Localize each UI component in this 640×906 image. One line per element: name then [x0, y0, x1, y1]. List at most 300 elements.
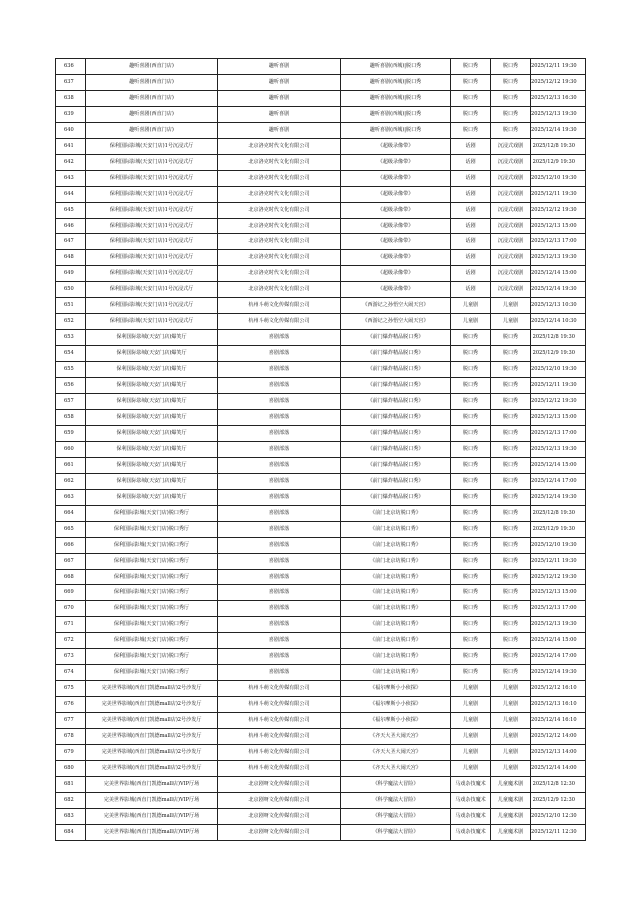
table-row [56, 234, 586, 250]
organizer-cell: 北京洛克时代文化有限公司 [218, 282, 341, 298]
organizer-cell: 喜剧部落 [218, 346, 341, 362]
showtime-cell: 2025/12/14 15:00 [531, 266, 586, 282]
row-number: 682 [56, 792, 86, 808]
row-number: 659 [56, 425, 86, 441]
table-row [56, 824, 586, 840]
row-number: 638 [56, 90, 86, 106]
program-cell: 《西游记之孙悟空大闹天宫》 [341, 298, 451, 314]
program-cell: 趣听喜剧(西城)|脱口秀 [341, 106, 451, 122]
showtime-cell: 2025/12/12 19:30 [531, 74, 586, 90]
organizer-cell: 喜剧部落 [218, 617, 341, 633]
venue-cell: 保利国际影城(天安门店)脱口秀厅 [86, 521, 218, 537]
program-cell: 《前门爆炸精品脱口秀》 [341, 441, 451, 457]
table-row [56, 744, 586, 760]
showtime-cell: 2025/12/10 19:30 [531, 362, 586, 378]
row-number: 653 [56, 330, 86, 346]
venue-cell: 保利国际影城(天安门店)脱口秀厅 [86, 569, 218, 585]
venue-cell: 保利国际影城(天安门店)脱口秀厅 [86, 505, 218, 521]
organizer-cell: 喜剧部落 [218, 537, 341, 553]
venue-cell: 保利国际影城(天安门店)脱口秀厅 [86, 537, 218, 553]
program-cell: 《超级录像带》 [341, 170, 451, 186]
organizer-cell: 北京剧呀文化传媒有限公司 [218, 824, 341, 840]
genre-cell: 脱口秀 [491, 394, 531, 410]
table-row [56, 138, 586, 154]
organizer-cell: 杭州斗萌文化传媒有限公司 [218, 729, 341, 745]
row-number: 683 [56, 808, 86, 824]
genre-cell: 脱口秀 [491, 505, 531, 521]
program-cell: 《科学魔法大冒险》 [341, 792, 451, 808]
program-cell: 《前门爆炸精品脱口秀》 [341, 394, 451, 410]
venue-cell: 保利国际影城(天安门店)1号沉浸式厅 [86, 186, 218, 202]
genre-cell: 脱口秀 [491, 425, 531, 441]
venue-cell: 保利国际影城(天安门店)爆笑厅 [86, 441, 218, 457]
table-row [56, 760, 586, 776]
showtime-cell: 2025/12/14 14:00 [531, 760, 586, 776]
table-row [56, 266, 586, 282]
showtime-cell: 2025/12/8 19:30 [531, 330, 586, 346]
program-cell: 《超级录像带》 [341, 282, 451, 298]
category-cell: 脱口秀 [451, 346, 491, 362]
category-cell: 儿童剧 [451, 681, 491, 697]
genre-cell: 脱口秀 [491, 649, 531, 665]
category-cell: 脱口秀 [451, 378, 491, 394]
showtime-cell: 2025/12/10 19:30 [531, 170, 586, 186]
category-cell: 脱口秀 [451, 457, 491, 473]
showtime-cell: 2025/12/11 19:30 [531, 553, 586, 569]
venue-cell: 保利国际影城(天安门店)爆笑厅 [86, 330, 218, 346]
genre-cell: 脱口秀 [491, 585, 531, 601]
program-cell: 《齐天大圣大闹天宫》 [341, 729, 451, 745]
genre-cell: 儿童剧 [491, 697, 531, 713]
organizer-cell: 北京剧呀文化传媒有限公司 [218, 776, 341, 792]
showtime-cell: 2025/12/13 19:30 [531, 617, 586, 633]
genre-cell: 儿童魔术剧 [491, 792, 531, 808]
organizer-cell: 北京洛克时代文化有限公司 [218, 218, 341, 234]
showtime-cell: 2025/12/12 14:00 [531, 729, 586, 745]
table-row [56, 362, 586, 378]
program-cell: 《前门北京坊脱口秀》 [341, 649, 451, 665]
category-cell: 脱口秀 [451, 122, 491, 138]
row-number: 641 [56, 138, 86, 154]
program-cell: 《前门北京坊脱口秀》 [341, 601, 451, 617]
program-cell: 《福尔摩斯小小侦探》 [341, 681, 451, 697]
row-number: 680 [56, 760, 86, 776]
showtime-cell: 2025/12/8 19:30 [531, 505, 586, 521]
category-cell: 脱口秀 [451, 74, 491, 90]
program-cell: 《超级录像带》 [341, 186, 451, 202]
table-row [56, 505, 586, 521]
genre-cell: 脱口秀 [491, 90, 531, 106]
row-number: 655 [56, 362, 86, 378]
category-cell: 马戏杂技魔术 [451, 824, 491, 840]
venue-cell: 趣听喜剧(西直门店) [86, 122, 218, 138]
genre-cell: 儿童剧 [491, 760, 531, 776]
venue-cell: 完美世界影城(西直门凯德mall店)2号沙发厅 [86, 697, 218, 713]
row-number: 671 [56, 617, 86, 633]
organizer-cell: 喜剧部落 [218, 601, 341, 617]
row-number: 654 [56, 346, 86, 362]
program-cell: 《超级录像带》 [341, 202, 451, 218]
showtime-cell: 2025/12/14 17:00 [531, 473, 586, 489]
category-cell: 脱口秀 [451, 521, 491, 537]
row-number: 643 [56, 170, 86, 186]
category-cell: 脱口秀 [451, 362, 491, 378]
organizer-cell: 北京洛克时代文化有限公司 [218, 250, 341, 266]
venue-cell: 保利国际影城(天安门店)爆笑厅 [86, 409, 218, 425]
table-row [56, 601, 586, 617]
table-row [56, 59, 586, 75]
showtime-cell: 2025/12/13 19:30 [531, 441, 586, 457]
category-cell: 马戏杂技魔术 [451, 792, 491, 808]
program-cell: 趣听喜剧(西城)|脱口秀 [341, 122, 451, 138]
category-cell: 儿童剧 [451, 760, 491, 776]
genre-cell: 儿童魔术剧 [491, 808, 531, 824]
category-cell: 话剧 [451, 282, 491, 298]
row-number: 656 [56, 378, 86, 394]
program-cell: 《前门爆炸精品脱口秀》 [341, 330, 451, 346]
table-row [56, 330, 586, 346]
showtime-cell: 2025/12/10 12:30 [531, 808, 586, 824]
venue-cell: 保利国际影城(天安门店)脱口秀厅 [86, 617, 218, 633]
venue-cell: 保利国际影城(天安门店)爆笑厅 [86, 362, 218, 378]
table-row [56, 697, 586, 713]
category-cell: 儿童剧 [451, 697, 491, 713]
genre-cell: 脱口秀 [491, 378, 531, 394]
program-cell: 《前门北京坊脱口秀》 [341, 633, 451, 649]
category-cell: 脱口秀 [451, 59, 491, 75]
venue-cell: 完美世界影城(西直门凯德mall店)VIP厅场 [86, 808, 218, 824]
table-row [56, 617, 586, 633]
table-row [56, 122, 586, 138]
category-cell: 马戏杂技魔术 [451, 776, 491, 792]
category-cell: 儿童剧 [451, 713, 491, 729]
venue-cell: 保利国际影城(天安门店)爆笑厅 [86, 489, 218, 505]
genre-cell: 脱口秀 [491, 617, 531, 633]
venue-cell: 保利国际影城(天安门店)1号沉浸式厅 [86, 170, 218, 186]
table-row [56, 441, 586, 457]
program-cell: 《科学魔法大冒险》 [341, 776, 451, 792]
venue-cell: 保利国际影城(天安门店)脱口秀厅 [86, 649, 218, 665]
venue-cell: 保利国际影城(天安门店)爆笑厅 [86, 378, 218, 394]
genre-cell: 脱口秀 [491, 106, 531, 122]
showtime-cell: 2025/12/13 16:30 [531, 90, 586, 106]
category-cell: 脱口秀 [451, 473, 491, 489]
category-cell: 脱口秀 [451, 330, 491, 346]
organizer-cell: 趣听喜剧 [218, 59, 341, 75]
program-cell: 《超级录像带》 [341, 250, 451, 266]
genre-cell: 脱口秀 [491, 59, 531, 75]
category-cell: 脱口秀 [451, 537, 491, 553]
genre-cell: 脱口秀 [491, 569, 531, 585]
venue-cell: 保利国际影城(天安门店)爆笑厅 [86, 394, 218, 410]
category-cell: 马戏杂技魔术 [451, 808, 491, 824]
program-cell: 《超级录像带》 [341, 138, 451, 154]
table-row [56, 394, 586, 410]
category-cell: 儿童剧 [451, 729, 491, 745]
row-number: 670 [56, 601, 86, 617]
showtime-cell: 2025/12/13 10:30 [531, 298, 586, 314]
showtime-cell: 2025/12/11 19:30 [531, 378, 586, 394]
table-row [56, 537, 586, 553]
row-number: 651 [56, 298, 86, 314]
category-cell: 脱口秀 [451, 569, 491, 585]
venue-cell: 保利国际影城(天安门店)脱口秀厅 [86, 553, 218, 569]
showtime-cell: 2025/12/14 19:30 [531, 282, 586, 298]
row-number: 665 [56, 521, 86, 537]
genre-cell: 脱口秀 [491, 665, 531, 681]
organizer-cell: 喜剧部落 [218, 585, 341, 601]
row-number: 647 [56, 234, 86, 250]
row-number: 650 [56, 282, 86, 298]
row-number: 676 [56, 697, 86, 713]
venue-cell: 保利国际影城(天安门店)爆笑厅 [86, 425, 218, 441]
genre-cell: 儿童剧 [491, 314, 531, 330]
row-number: 669 [56, 585, 86, 601]
venue-cell: 完美世界影城(西直门凯德mall店)2号沙发厅 [86, 681, 218, 697]
table-row [56, 521, 586, 537]
table-row [56, 665, 586, 681]
row-number: 644 [56, 186, 86, 202]
row-number: 646 [56, 218, 86, 234]
venue-cell: 趣听喜剧(西直门店) [86, 90, 218, 106]
row-number: 639 [56, 106, 86, 122]
showtime-cell: 2025/12/14 19:30 [531, 489, 586, 505]
category-cell: 脱口秀 [451, 553, 491, 569]
category-cell: 话剧 [451, 186, 491, 202]
venue-cell: 保利国际影城(天安门店)脱口秀厅 [86, 601, 218, 617]
row-number: 660 [56, 441, 86, 457]
row-number: 684 [56, 824, 86, 840]
row-number: 668 [56, 569, 86, 585]
table-row [56, 409, 586, 425]
category-cell: 脱口秀 [451, 394, 491, 410]
showtime-cell: 2025/12/13 17:00 [531, 601, 586, 617]
showtime-cell: 2025/12/9 19:30 [531, 346, 586, 362]
table-row [56, 681, 586, 697]
organizer-cell: 喜剧部落 [218, 665, 341, 681]
venue-cell: 趣听喜剧(西直门店) [86, 74, 218, 90]
organizer-cell: 喜剧部落 [218, 378, 341, 394]
organizer-cell: 喜剧部落 [218, 633, 341, 649]
performance-schedule-table [55, 58, 586, 841]
table-row [56, 74, 586, 90]
organizer-cell: 趣听喜剧 [218, 122, 341, 138]
row-number: 661 [56, 457, 86, 473]
program-cell: 《超级录像带》 [341, 154, 451, 170]
category-cell: 脱口秀 [451, 409, 491, 425]
venue-cell: 保利国际影城(天安门店)1号沉浸式厅 [86, 250, 218, 266]
venue-cell: 完美世界影城(西直门凯德mall店)2号沙发厅 [86, 729, 218, 745]
category-cell: 脱口秀 [451, 649, 491, 665]
venue-cell: 保利国际影城(天安门店)1号沉浸式厅 [86, 202, 218, 218]
category-cell: 话剧 [451, 218, 491, 234]
program-cell: 《超级录像带》 [341, 234, 451, 250]
category-cell: 脱口秀 [451, 601, 491, 617]
organizer-cell: 杭州斗萌文化传媒有限公司 [218, 744, 341, 760]
genre-cell: 儿童魔术剧 [491, 824, 531, 840]
program-cell: 《超级录像带》 [341, 218, 451, 234]
program-cell: 《前门北京坊脱口秀》 [341, 521, 451, 537]
venue-cell: 完美世界影城(西直门凯德mall店)2号沙发厅 [86, 713, 218, 729]
showtime-cell: 2025/12/12 19:30 [531, 394, 586, 410]
organizer-cell: 北京洛克时代文化有限公司 [218, 154, 341, 170]
genre-cell: 脱口秀 [491, 441, 531, 457]
showtime-cell: 2025/12/12 19:30 [531, 202, 586, 218]
organizer-cell: 喜剧部落 [218, 505, 341, 521]
genre-cell: 沉浸式戏剧 [491, 202, 531, 218]
showtime-cell: 2025/12/13 14:00 [531, 744, 586, 760]
showtime-cell: 2025/12/12 16:10 [531, 681, 586, 697]
organizer-cell: 杭州斗萌文化传媒有限公司 [218, 681, 341, 697]
organizer-cell: 北京洛克时代文化有限公司 [218, 266, 341, 282]
organizer-cell: 北京剧呀文化传媒有限公司 [218, 792, 341, 808]
showtime-cell: 2025/12/13 15:00 [531, 218, 586, 234]
organizer-cell: 喜剧部落 [218, 521, 341, 537]
venue-cell: 完美世界影城(西直门凯德mall店)2号沙发厅 [86, 744, 218, 760]
showtime-cell: 2025/12/13 19:30 [531, 250, 586, 266]
table-row [56, 170, 586, 186]
organizer-cell: 杭州斗萌文化传媒有限公司 [218, 713, 341, 729]
venue-cell: 保利国际影城(天安门店)1号沉浸式厅 [86, 138, 218, 154]
row-number: 652 [56, 314, 86, 330]
program-cell: 趣听喜剧(西城)|脱口秀 [341, 74, 451, 90]
organizer-cell: 杭州斗萌文化传媒有限公司 [218, 298, 341, 314]
table-row [56, 425, 586, 441]
category-cell: 脱口秀 [451, 425, 491, 441]
table-row [56, 473, 586, 489]
schedule-sheet [55, 58, 585, 841]
row-number: 645 [56, 202, 86, 218]
showtime-cell: 2025/12/14 17:00 [531, 649, 586, 665]
table-row [56, 713, 586, 729]
genre-cell: 脱口秀 [491, 473, 531, 489]
table-row [56, 298, 586, 314]
program-cell: 《齐天大圣大闹天宫》 [341, 760, 451, 776]
venue-cell: 趣听喜剧(西直门店) [86, 59, 218, 75]
organizer-cell: 北京洛克时代文化有限公司 [218, 186, 341, 202]
showtime-cell: 2025/12/13 15:00 [531, 409, 586, 425]
genre-cell: 儿童剧 [491, 729, 531, 745]
genre-cell: 脱口秀 [491, 409, 531, 425]
venue-cell: 保利国际影城(天安门店)爆笑厅 [86, 346, 218, 362]
row-number: 662 [56, 473, 86, 489]
row-number: 663 [56, 489, 86, 505]
showtime-cell: 2025/12/9 12:30 [531, 792, 586, 808]
showtime-cell: 2025/12/14 15:00 [531, 457, 586, 473]
showtime-cell: 2025/12/14 16:10 [531, 713, 586, 729]
table-row [56, 186, 586, 202]
category-cell: 脱口秀 [451, 665, 491, 681]
table-row [56, 553, 586, 569]
category-cell: 脱口秀 [451, 505, 491, 521]
venue-cell: 完美世界影城(西直门凯德mall店)VIP厅场 [86, 776, 218, 792]
program-cell: 《福尔摩斯小小侦探》 [341, 713, 451, 729]
showtime-cell: 2025/12/13 17:00 [531, 234, 586, 250]
venue-cell: 保利国际影城(天安门店)脱口秀厅 [86, 585, 218, 601]
program-cell: 《西游记之孙悟空大闹天宫》 [341, 314, 451, 330]
program-cell: 《科学魔法大冒险》 [341, 824, 451, 840]
table-row [56, 585, 586, 601]
table-row [56, 792, 586, 808]
program-cell: 《前门北京坊脱口秀》 [341, 585, 451, 601]
category-cell: 话剧 [451, 234, 491, 250]
organizer-cell: 杭州斗萌文化传媒有限公司 [218, 697, 341, 713]
organizer-cell: 北京洛克时代文化有限公司 [218, 234, 341, 250]
table-row [56, 633, 586, 649]
genre-cell: 脱口秀 [491, 346, 531, 362]
showtime-cell: 2025/12/12 19:30 [531, 569, 586, 585]
program-cell: 《前门爆炸精品脱口秀》 [341, 457, 451, 473]
showtime-cell: 2025/12/9 19:30 [531, 154, 586, 170]
showtime-cell: 2025/12/11 12:30 [531, 824, 586, 840]
showtime-cell: 2025/12/8 12:30 [531, 776, 586, 792]
program-cell: 《前门爆炸精品脱口秀》 [341, 489, 451, 505]
program-cell: 《前门爆炸精品脱口秀》 [341, 346, 451, 362]
row-number: 657 [56, 394, 86, 410]
showtime-cell: 2025/12/9 19:30 [531, 521, 586, 537]
organizer-cell: 喜剧部落 [218, 569, 341, 585]
genre-cell: 脱口秀 [491, 457, 531, 473]
venue-cell: 保利国际影城(天安门店)爆笑厅 [86, 473, 218, 489]
organizer-cell: 喜剧部落 [218, 441, 341, 457]
genre-cell: 沉浸式戏剧 [491, 154, 531, 170]
showtime-cell: 2025/12/11 19:30 [531, 186, 586, 202]
program-cell: 《前门北京坊脱口秀》 [341, 665, 451, 681]
venue-cell: 趣听喜剧(西直门店) [86, 106, 218, 122]
organizer-cell: 喜剧部落 [218, 489, 341, 505]
table-row [56, 90, 586, 106]
genre-cell: 儿童剧 [491, 681, 531, 697]
program-cell: 《前门爆炸精品脱口秀》 [341, 378, 451, 394]
venue-cell: 保利国际影城(天安门店)脱口秀厅 [86, 665, 218, 681]
showtime-cell: 2025/12/13 19:30 [531, 106, 586, 122]
venue-cell: 保利国际影城(天安门店)1号沉浸式厅 [86, 218, 218, 234]
category-cell: 儿童剧 [451, 298, 491, 314]
genre-cell: 沉浸式戏剧 [491, 266, 531, 282]
table-row [56, 457, 586, 473]
program-cell: 《前门北京坊脱口秀》 [341, 537, 451, 553]
category-cell: 儿童剧 [451, 314, 491, 330]
genre-cell: 沉浸式戏剧 [491, 138, 531, 154]
table-row [56, 218, 586, 234]
genre-cell: 脱口秀 [491, 330, 531, 346]
category-cell: 脱口秀 [451, 489, 491, 505]
genre-cell: 脱口秀 [491, 521, 531, 537]
organizer-cell: 喜剧部落 [218, 409, 341, 425]
venue-cell: 完美世界影城(西直门凯德mall店)2号沙发厅 [86, 760, 218, 776]
venue-cell: 保利国际影城(天安门店)1号沉浸式厅 [86, 314, 218, 330]
category-cell: 脱口秀 [451, 617, 491, 633]
genre-cell: 脱口秀 [491, 601, 531, 617]
venue-cell: 保利国际影城(天安门店)爆笑厅 [86, 457, 218, 473]
genre-cell: 脱口秀 [491, 74, 531, 90]
organizer-cell: 喜剧部落 [218, 553, 341, 569]
row-number: 673 [56, 649, 86, 665]
organizer-cell: 趣听喜剧 [218, 106, 341, 122]
program-cell: 《福尔摩斯小小侦探》 [341, 697, 451, 713]
program-cell: 《前门爆炸精品脱口秀》 [341, 409, 451, 425]
row-number: 658 [56, 409, 86, 425]
organizer-cell: 北京剧呀文化传媒有限公司 [218, 808, 341, 824]
table-row [56, 106, 586, 122]
program-cell: 《前门北京坊脱口秀》 [341, 553, 451, 569]
genre-cell: 脱口秀 [491, 362, 531, 378]
row-number: 642 [56, 154, 86, 170]
table-row [56, 776, 586, 792]
organizer-cell: 北京洛克时代文化有限公司 [218, 138, 341, 154]
category-cell: 脱口秀 [451, 441, 491, 457]
organizer-cell: 趣听喜剧 [218, 74, 341, 90]
